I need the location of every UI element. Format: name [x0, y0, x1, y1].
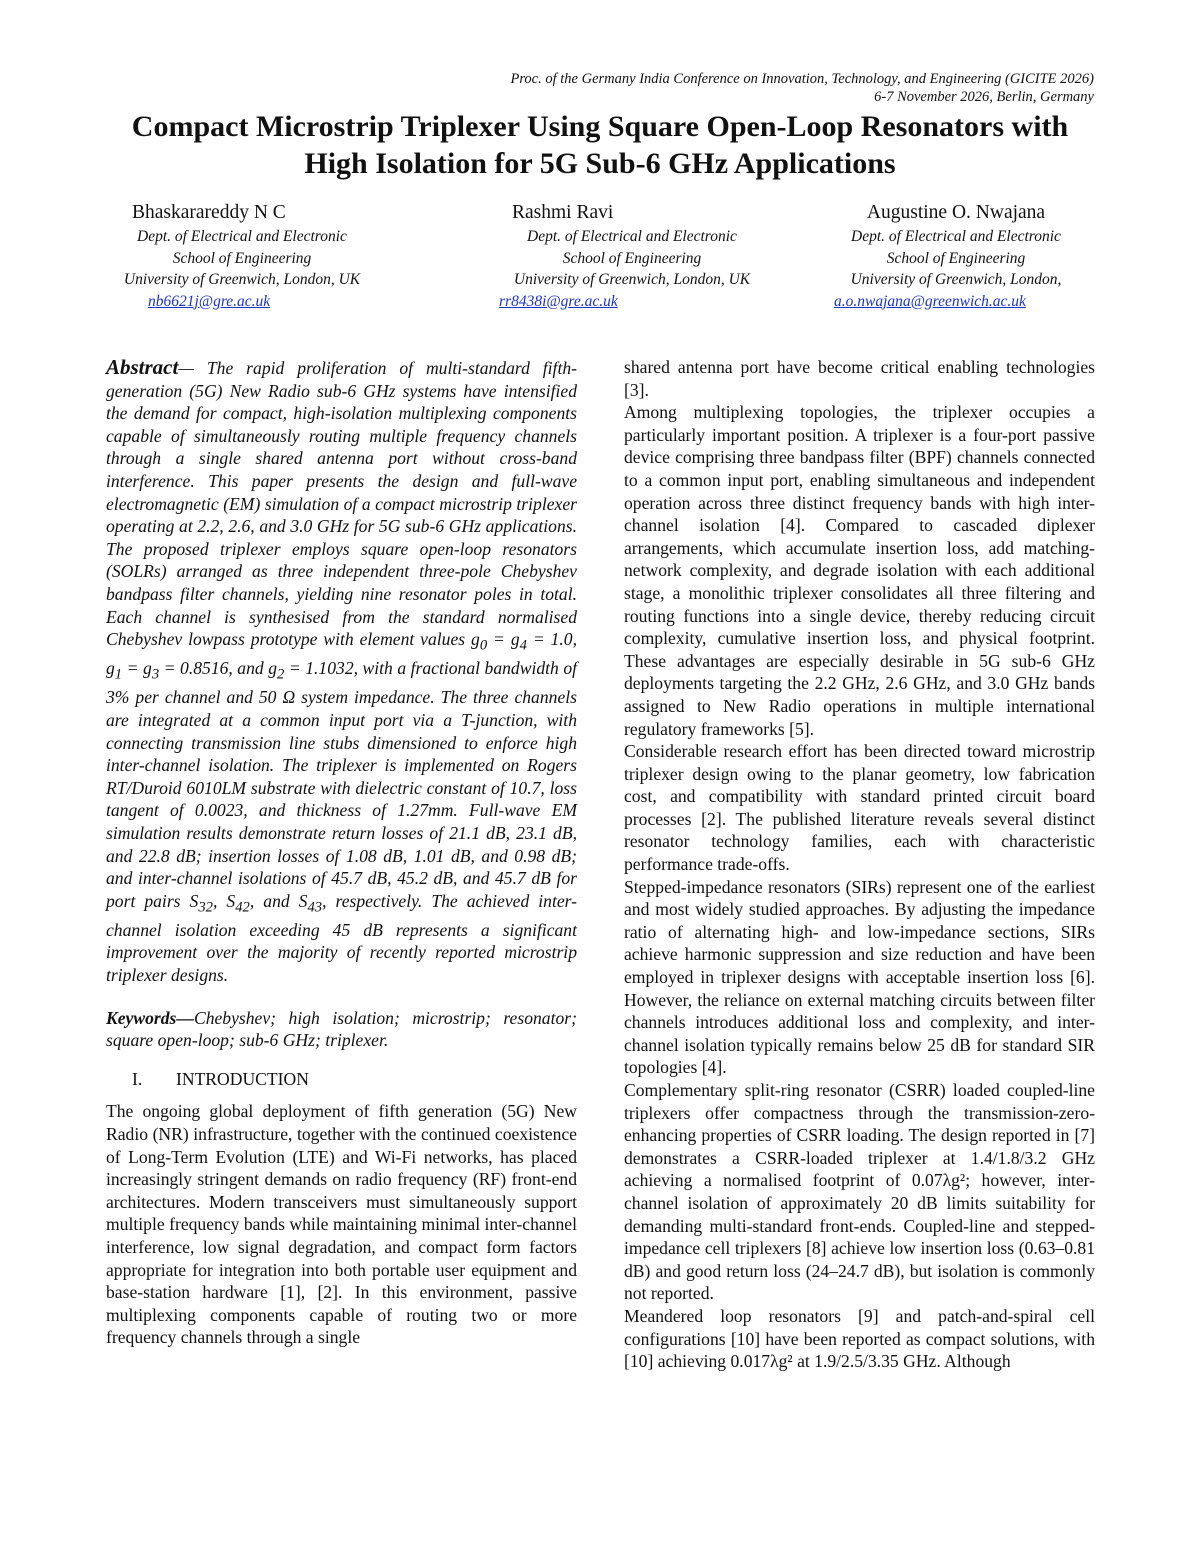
author-name: Bhaskarareddy N C: [132, 202, 286, 223]
abstract-text: = 0.8516, and g: [159, 658, 278, 679]
subscript: 3: [151, 666, 160, 683]
author-1: [92, 200, 392, 312]
intro-paragraph: The ongoing global deployment of fifth generation (5G) New Radio (NR) infrastructure, together with the continued coexistence of Long-Term Evolution (LTE) and Wi-Fi networks, has placed increasingly stringent demands on radio frequency (RF) front-end architectures. Modern transceivers must simultaneously support multiple frequency bands while maintaining minimal inter-channel interference, low signal degradation, and compact form factors appropriate for integration into both portable user equipment and base-station hardware [1], [2]. In this environment, passive multiplexing components capable of routing two or more frequency channels through a single: [106, 1101, 577, 1348]
author-university: University of Greenwich, London, UK: [513, 271, 751, 288]
body-paragraph: Among multiplexing topologies, the triplexer occupies a particularly important position. A triplexer is a four-port passive device comprising three bandpass filter (BPF) channels connected to a common input port, enabling simultaneous and independent operation across three distinct frequency bands with high inter-channel isolation [4]. Compared to cascaded diplexer arrangements, which accumulate insertion loss, add matching-network complexity, and degrade isolation with each additional stage, a monolithic triplexer consolidates all three filtering and routing functions into a single device, thereby reducing circuit complexity, cumulative insertion loss, and physical footprint. These advantages are especially desirable in 5G sub-6 GHz deployments targeting the 2.2 GHz, 2.6 GHz, and 3.0 GHz bands assigned to New Radio operations in multiple international regulatory frameworks [5].: [624, 402, 1095, 739]
abstract-text: = g: [122, 658, 152, 679]
section-title: INTRODUCTION: [176, 1068, 309, 1089]
body-paragraph: Complementary split-ring resonator (CSRR) loaded coupled-line triplexers offer compactness through the transmission-zero-enhancing properties of CSRR loading. The design reported in [7] demonstrates a CSRR-loaded triplexer at 1.4/1.8/3.2 GHz achieving a normalised footprint of 0.07λg²; however, inter-channel isolation of approximately 20 dB limits suitability for demanding multi-standard front-ends. Coupled-line and stepped-impedance cell triplexers [8] achieve low insertion loss (0.63–0.81 dB) and good return loss (24–24.7 dB), but isolation is commonly not reported.: [624, 1080, 1095, 1304]
subscript: 0: [479, 637, 488, 654]
author-university: University of Greenwich, London,: [850, 271, 1062, 288]
left-column: [106, 356, 577, 1349]
author-university: University of Greenwich, London, UK: [123, 271, 361, 288]
body-paragraph: Meandered loop resonators [9] and patch-and-spiral cell configurations [10] have been reported as compact solutions, with [10] achieving 0.017λg² at 1.9/2.5/3.35 GHz. Although: [624, 1305, 1095, 1372]
author-email-link[interactable]: a.o.nwajana@greenwich.ac.uk: [834, 292, 1026, 310]
conference-header: [510, 70, 1094, 106]
author-email-link[interactable]: nb6621j@gre.ac.uk: [148, 292, 271, 310]
abstract-text: = 1.1032, with a fractional bandwidth of 3% per channel and 50 Ω system impedance. The three channels are integrated at a common input port via a T-junction, with connecting transmission line stubs dimensioned to enforce high inter-channel isolation. The triplexer is implemented on Rogers RT/Duroid 6010LM substrate with dielectric constant of 10.7, loss tangent of 0.0023, and thickness of 1.27mm. Full-wave EM simulation results demonstrate return losses of 21.1 dB, 23.1 dB, and 22.8 dB; insertion losses of 1.08 dB, 1.01 dB, and 0.98 dB; and inter-channel isolations of 45.7 dB, 45.2 dB, and 45.7 dB for port pairs S: [106, 658, 578, 911]
abstract-dash: —: [178, 358, 207, 378]
author-dept: Dept. of Electrical and Electronic: [851, 228, 1061, 245]
section-number: I.: [132, 1068, 143, 1089]
author-dept: Dept. of Electrical and Electronic: [527, 228, 737, 245]
section-heading-introduction: [106, 1068, 577, 1091]
keywords-text: Chebyshev; high isolation; microstrip; resonator; square open-loop; sub-6 GHz; triplexer.: [106, 1007, 577, 1051]
subscript: 32: [198, 899, 213, 916]
subscript: 4: [519, 637, 527, 654]
abstract-text: = 1.0, g: [106, 629, 578, 679]
author-school: School of Engineering: [886, 249, 1026, 267]
author-name: Augustine O. Nwajana: [866, 202, 1046, 223]
abstract-text: , S: [212, 890, 236, 911]
conference-line-2: 6-7 November 2026, Berlin, Germany: [874, 89, 1094, 105]
body-paragraph: Considerable research effort has been directed toward microstrip triplexer design owing to the planar geometry, low fabrication cost, and compatibility with standard printed circuit board processes [2]. The published literature reveals several distinct resonator technology families, each with characteristic performance trade-offs.: [624, 741, 1095, 875]
abstract-text: The rapid proliferation of multi-standard fifth-generation (5G) New Radio sub-6 GHz systems have intensified the demand for compact, high-isolation multiplexing components capable of simultaneously routing multiple frequency channels through a single shared antenna port without cross-band interference. This paper presents the design and full-wave electromagnetic (EM) simulation of a compact microstrip triplexer operating at 2.2, 2.6, and 3.0 GHz for 5G sub-6 GHz applications. The proposed triplexer employs square open-loop resonators (SOLRs) arranged as three independent three-pole Chebyshev bandpass filter channels, yielding nine resonator poles in total. Each channel is synthesised from the standard normalised Chebyshev lowpass prototype with element values g: [106, 358, 577, 650]
body-paragraph: Stepped-impedance resonators (SIRs) represent one of the earliest and most widely studied approaches. By adjusting the impedance ratio of alternating high- and low-impedance sections, SIRs achieve harmonic suppression and size reduction and have been employed in triplexer designs with acceptable insertion loss [6]. However, the reliance on external matching circuits between filter channels introduces additional loss and complexity, and inter-channel isolation typically remains below 25 dB for standard SIR topologies [4].: [624, 876, 1095, 1078]
abstract-text: , respectively. The achieved inter-channel isolation exceeding 45 dB represents a significant improvement over the majority of recently reported microstrip triplexer designs.: [106, 890, 577, 985]
author-name: Rashmi Ravi: [512, 202, 614, 223]
author-3: [806, 200, 1106, 312]
body-paragraph: shared antenna port have become critical enabling technologies [3].: [624, 357, 1095, 400]
subscript: 43: [307, 899, 323, 916]
abstract-heading: Abstract: [106, 355, 179, 379]
title-line-1: Compact Microstrip Triplexer Using Square Open-Loop Resonators with: [131, 110, 1069, 143]
abstract-text: = g: [487, 629, 520, 650]
author-email-link[interactable]: rr8438i@gre.ac.uk: [499, 292, 618, 310]
author-school: School of Engineering: [172, 249, 312, 267]
subscript: 42: [235, 899, 250, 916]
author-school: School of Engineering: [562, 249, 702, 267]
abstract-text: , and S: [249, 890, 308, 911]
conference-line-1: Proc. of the Germany India Conference on Innovation, Technology, and Engineering (GICITE 2026): [510, 71, 1094, 87]
subscript: 1: [114, 666, 123, 683]
abstract-paragraph: [106, 356, 577, 987]
author-dept: Dept. of Electrical and Electronic: [137, 228, 347, 245]
title-line-2: High Isolation for 5G Sub-6 GHz Applications: [304, 147, 896, 180]
paper-title: [60, 108, 1140, 182]
right-column: [624, 356, 1095, 1373]
author-2: [482, 200, 782, 312]
subscript: 2: [277, 666, 285, 683]
keywords-paragraph: [106, 1007, 577, 1052]
keywords-heading: Keywords—: [106, 1007, 194, 1028]
